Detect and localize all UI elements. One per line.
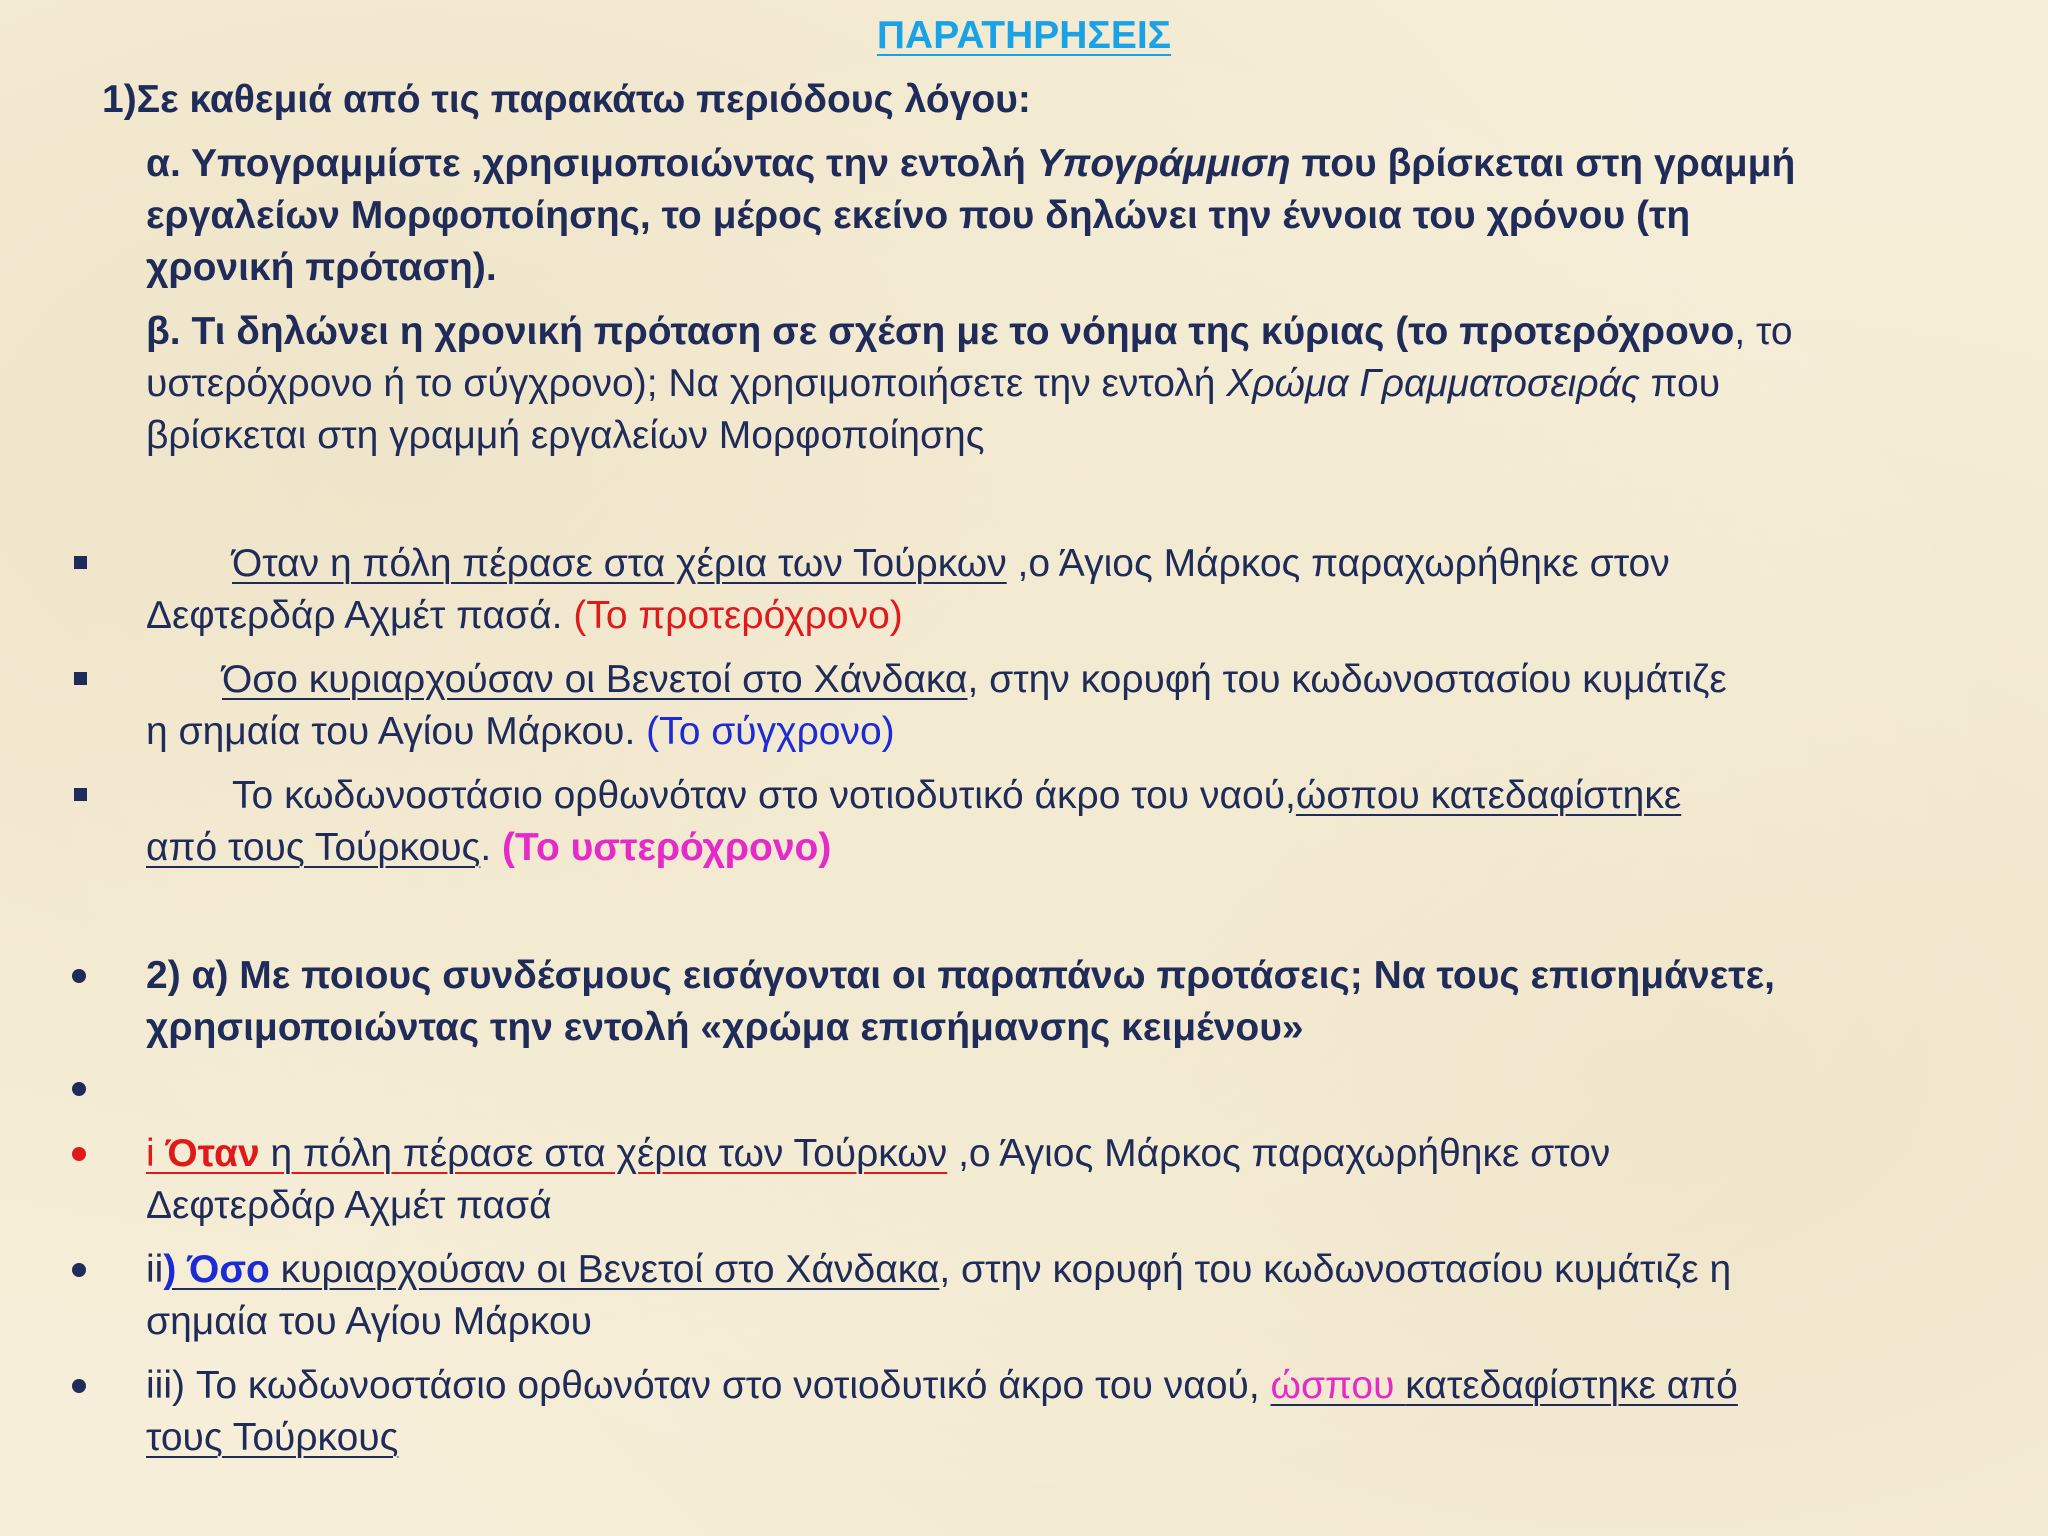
answer-2-line-1 [146,1244,1731,1296]
q2-line-1 [146,950,1775,1002]
q2-text-line2: χρησιμοποιώντας την εντολή «χρώμα επισήμανσης κειμένου» [146,1006,1304,1049]
q1-heading-text: 1)Σε καθεμιά από τις παρακάτω περιόδους λόγου: [102,78,1031,121]
q1b-text-line3: βρίσκεται στη γραμμή εργαλείων Μορφοποίησης [146,414,985,457]
answer-2-time-clause: κυριαρχούσαν οι Βενετοί στο Χάνδακα [280,1248,940,1291]
answer-2-prefix: ii [146,1248,164,1291]
answer-1-line-1 [146,1128,1610,1180]
square-bullet-1 [74,556,87,569]
answer-3-conjunction: ώσπου [1270,1364,1406,1407]
answer-2-conjunction: ) Όσο [163,1248,281,1291]
sentence-2-line-1 [222,654,1727,706]
sentence-3-time-clause-end: από τους Τούρκους [146,826,481,869]
q1b-bold-text: β. Τι δηλώνει η χρονική πρόταση σε σχέση με το νόημα της κύριας (το προτερόχρονο [146,310,1735,353]
answer-1-time-clause: η πόλη πέρασε στα χέρια των Τούρκων [270,1132,948,1175]
q1b-text-end: που [1639,362,1721,405]
q1b-line-3 [146,410,985,462]
q1a-command-name: Υπογράμμιση [1036,142,1291,185]
sentence-3-main-clause: Το κωδωνοστάσιο ορθωνόταν στο νοτιοδυτικό άκρο του ναού, [232,774,1296,817]
answer-1-text-line2: Δεφτερδάρ Αχμέτ πασά [146,1184,552,1227]
sentence-1-line-2 [146,590,903,642]
answer-3-time-clause-end: τους Τούρκους [146,1416,399,1459]
sentence-3-time-clause: ώσπου κατεδαφίστηκε [1295,774,1682,817]
round-bullet-answer-1 [72,1147,86,1161]
answer-3-line-1 [146,1360,1738,1412]
q1a-line-1 [146,138,1795,190]
answer-3-main-clause: iii) Το κωδωνοστάσιο ορθωνόταν στο νοτιοδυτικό άκρο του ναού, [146,1364,1271,1407]
sentence-3-line-1 [232,770,1681,822]
answer-2-text-line2: σημαία του Αγίου Μάρκου [146,1300,592,1343]
sentence-3-line-2 [146,822,831,874]
round-bullet-answer-3 [72,1379,86,1393]
q1a-line-3 [146,242,497,294]
answer-1-line-2 [146,1180,552,1232]
q1b-line-1 [146,306,1793,358]
q1a-text-line2: εργαλείων Μορφοποίησης, το μέρος εκείνο που δηλώνει την έννοια του χρόνου (τη [146,194,1691,237]
q1a-line-2 [146,190,1690,242]
answer-2-underlined [163,1248,939,1291]
q2-text-line1: 2) α) Με ποιους συνδέσμους εισάγονται οι παραπάνω προτάσεις; Να τους επισημάνετε, [146,954,1776,997]
round-bullet-q2 [72,969,86,983]
sentence-1-time-clause: Όταν η πόλη πέρασε στα χέρια των Τούρκων [232,542,1007,585]
q2-line-2 [146,1002,1304,1054]
answer-1-conjunction: Όταν [165,1132,271,1175]
sentence-3-punctuation: . [480,826,503,869]
sentence-1-main-clause: ,ο Άγιος Μάρκος παραχωρήθηκε στον [1006,542,1670,585]
page-title [0,10,2048,62]
sentence-2-line-2 [146,706,895,758]
sentence-1-text-line2: Δεφτερδάρ Αχμέτ πασά. [146,594,574,637]
sentence-2-main-clause: , στην κορυφή του κωδωνοστασίου κυμάτιζε [967,658,1727,701]
title-text: ΠΑΡΑΤΗΡΗΣΕΙΣ [876,14,1172,57]
q1a-text-line3: χρονική πρόταση). [146,246,497,289]
sentence-1-line-1 [232,538,1670,590]
q1-heading [102,74,1031,126]
square-bullet-2 [74,672,87,685]
round-bullet-answer-2 [72,1263,86,1277]
q1b-text-rest: , το [1734,310,1793,353]
q1b-line-2 [146,358,1720,410]
q1a-text-end: που βρίσκεται στη γραμμή [1290,142,1796,185]
sentence-3-tag: (Το υστερόχρονο) [502,826,832,869]
answer-1-main-clause: ,ο Άγιος Μάρκος παραχωρήθηκε στον [947,1132,1611,1175]
q1b-command-name: Χρώμα Γραμματοσειράς [1226,362,1640,405]
answer-2-line-2 [146,1296,592,1348]
sentence-2-tag: (Το σύγχρονο) [646,710,895,753]
q1b-text-start: υστερόχρονο ή το σύγχρονο); Να χρησιμοποιήσετε την εντολή [146,362,1227,405]
answer-1-underlined [146,1132,947,1175]
sentence-2-text-line2: η σημαία του Αγίου Μάρκου. [146,710,647,753]
answer-3-line-2 [146,1412,398,1464]
round-bullet-empty [72,1082,86,1096]
answer-2-main-clause: , στην κορυφή του κωδωνοστασίου κυμάτιζε η [939,1248,1732,1291]
sentence-2-time-clause: Όσο κυριαρχούσαν οι Βενετοί στο Χάνδακα [222,658,968,701]
q1a-text-start: α. Υπογραμμίστε ,χρησιμοποιώντας την εντολή [146,142,1037,185]
answer-3-underlined [1271,1364,1738,1407]
sentence-1-tag: (Το προτερόχρονο) [573,594,903,637]
answer-1-prefix: i [146,1132,166,1175]
square-bullet-3 [74,788,87,801]
answer-3-time-clause: κατεδαφίστηκε από [1405,1364,1738,1407]
